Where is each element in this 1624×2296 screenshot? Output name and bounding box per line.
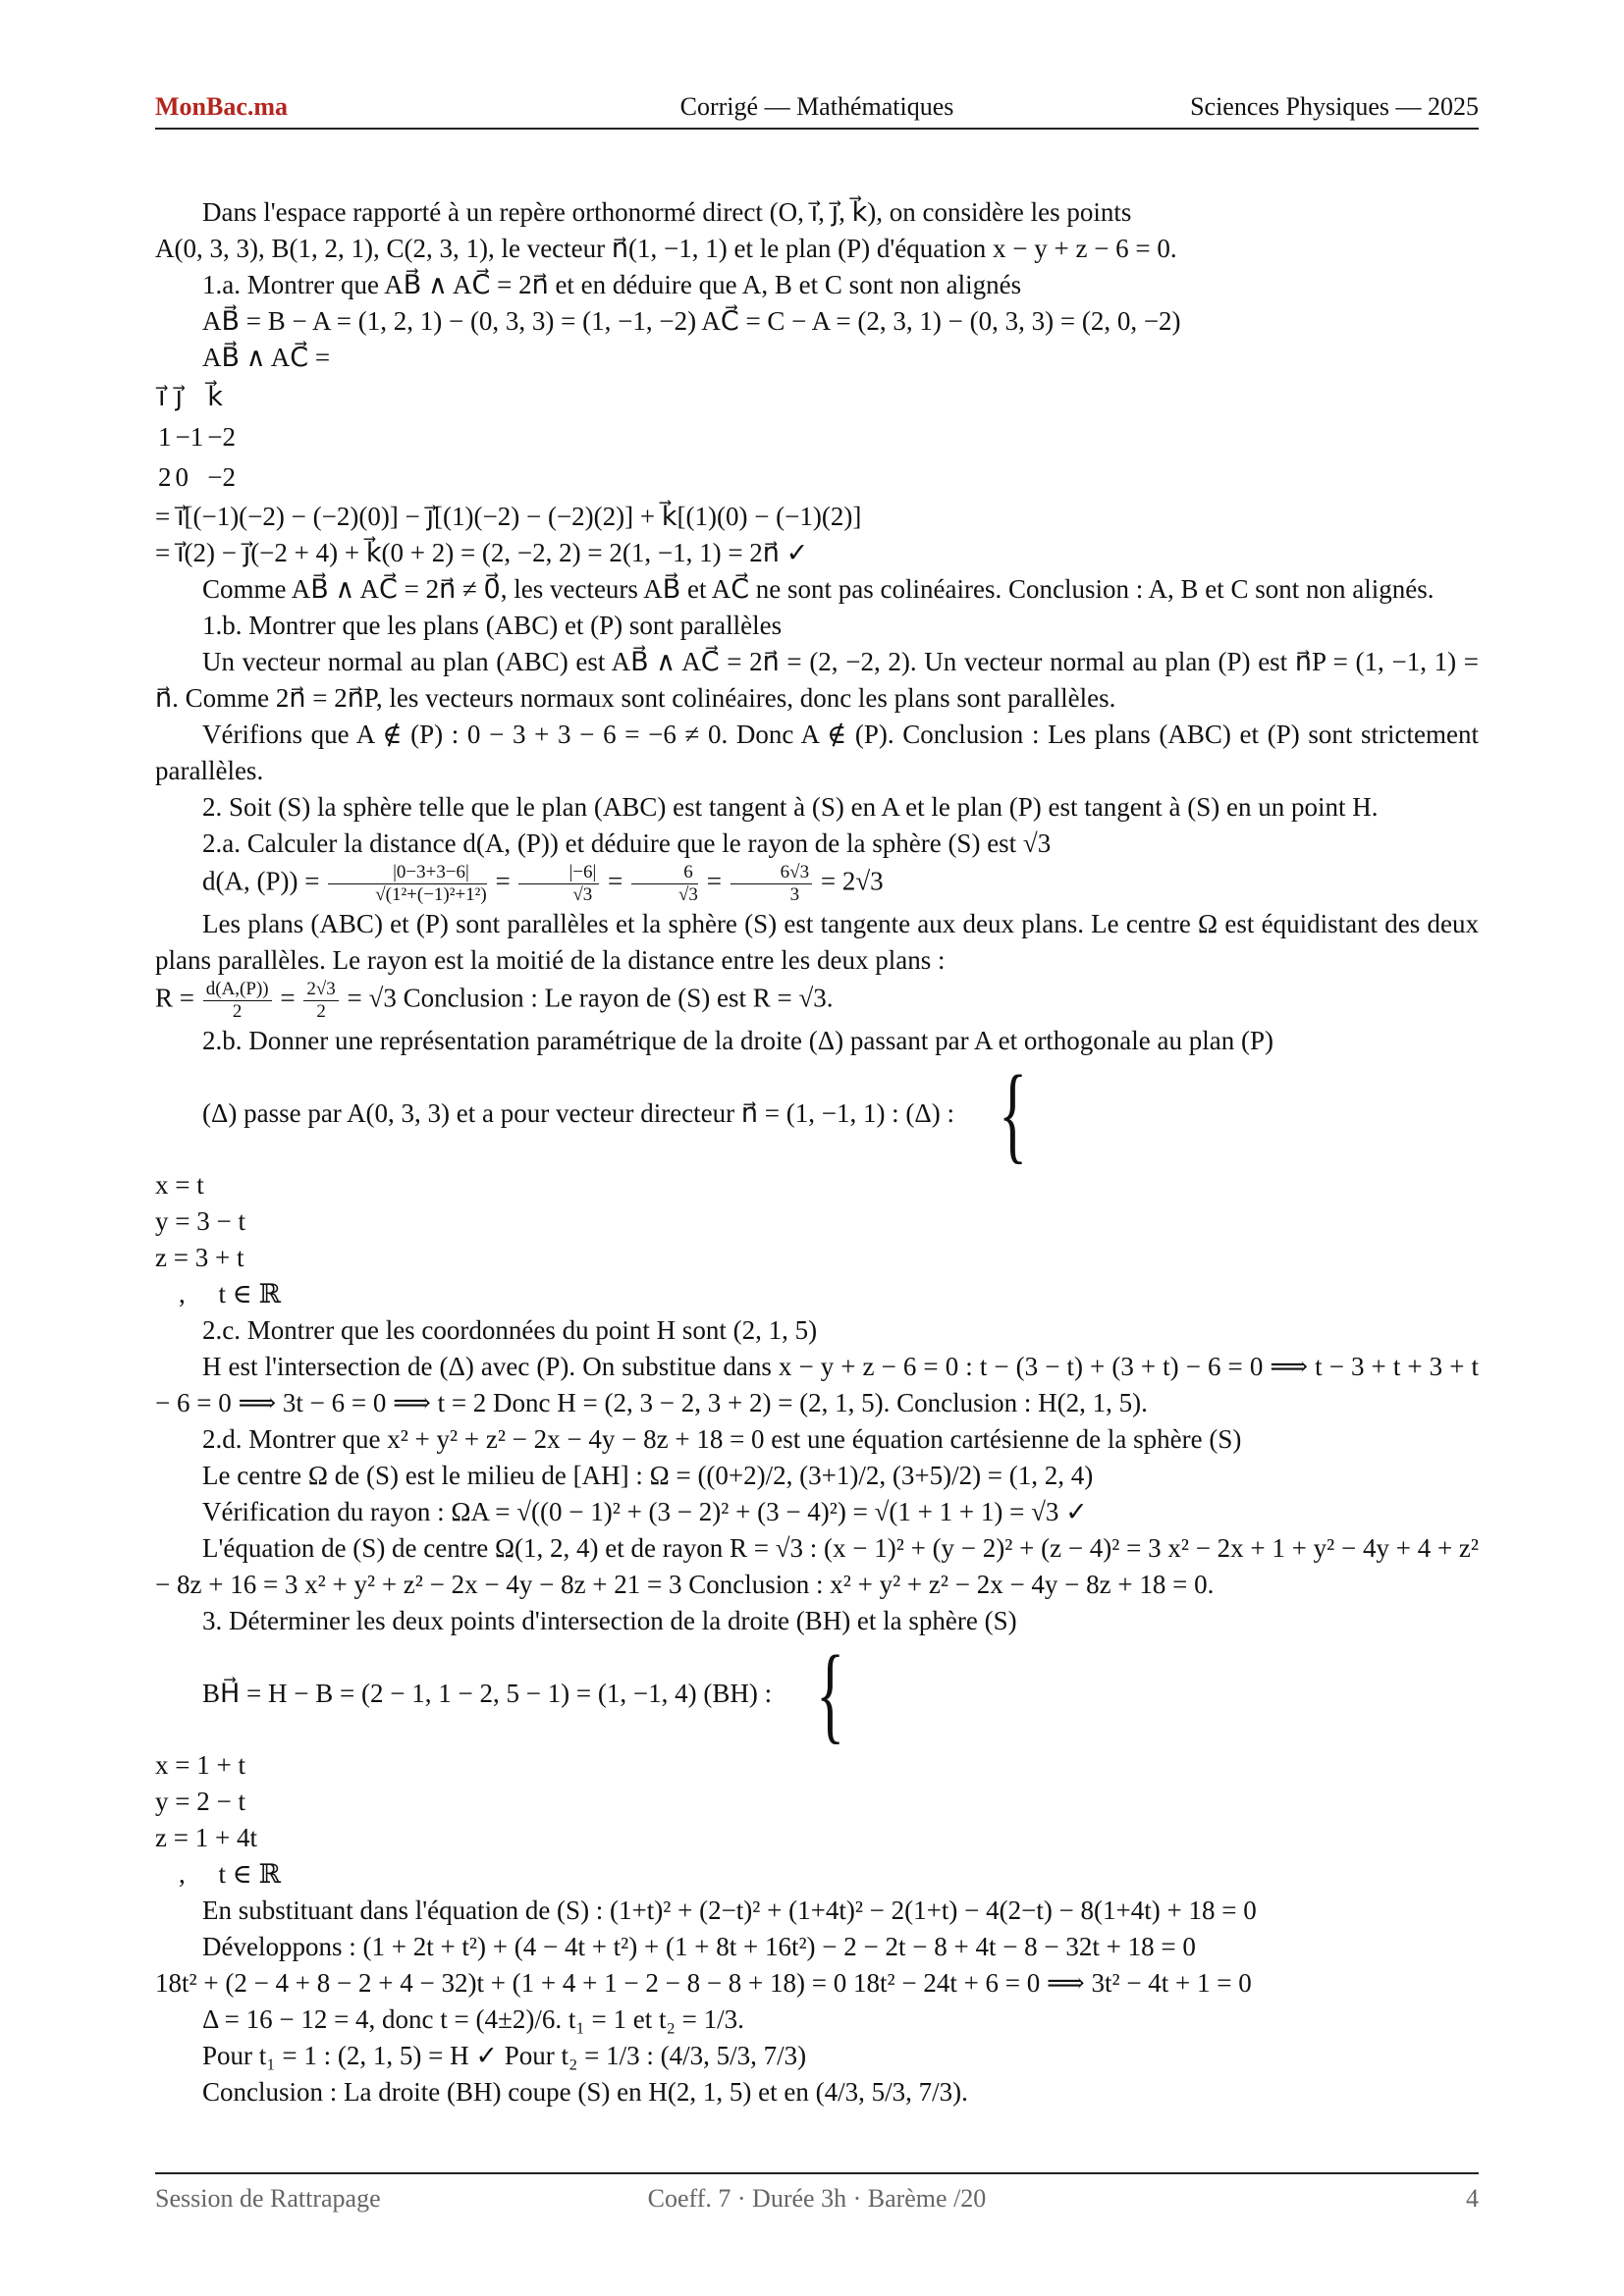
q1a-conclusion: Comme AB⃗ ∧ AC⃗ = 2n⃗ ≠ 0⃗, les vecteurs AB⃗ et AC⃗ ne sont pas colinéaires. Conclusion : A, B et C sont non alignés.: [202, 574, 1435, 604]
radius-lhs: R =: [155, 983, 194, 1013]
fraction-denominator: 3: [789, 884, 800, 905]
det-cell: 1: [158, 422, 172, 452]
fraction: [631, 862, 698, 906]
footer-session: Session de Rattrapage: [155, 2184, 381, 2213]
radius-formula: R = $\frac{d(A,(P))}{2}$ = $\frac{2√3}{2}$ = √3 Conclusion : Le rayon de (S) est R = √3.: [155, 979, 834, 1022]
q1b-text: Un vecteur normal au plan (ABC) est AB⃗ ∧ AC⃗ = 2n⃗ = (2, −2, 2). Un vecteur normal au plan (P) est n⃗P = (1, −1, 1) = n⃗. Comme 2n⃗ = 2n⃗P, les vecteurs normaux sont colinéaires, donc les plans sont parallèles.: [155, 647, 1479, 713]
fraction-numerator: |0−3+3−6|: [328, 862, 486, 884]
fraction-denominator: √3: [678, 884, 698, 905]
fraction: [518, 862, 599, 906]
distance-formula: d(A, (P)) = $\frac{|0-3+3-6|}{\text{√(1²+(−1)²+1²)}}$ = $\frac{|-6|}{√3}$ = $\frac{6}{√3}$ = $\frac{6√3}{3}$ = 2√3: [202, 862, 884, 905]
q1a-vectors: AB⃗ = B − A = (1, 2, 1) − (0, 3, 3) = (1, −1, −2) AC⃗ = C − A = (2, 3, 1) − (0, 3, 3) = (2, 0, −2): [202, 306, 1181, 336]
q3-substitution: En substituant dans l'équation de (S) : (1+t)² + (2−t)² + (1+4t)² − 2(1+t) − 4(2−t) − 8(1+4t) + 18 = 0: [202, 1896, 1257, 1925]
intro-line-1: Dans l'espace rapporté à un repère orthonormé direct (O, i⃗, j⃗, k⃗), on considère les points: [202, 197, 1132, 227]
page-header: [155, 90, 1479, 130]
parameter-domain: , t ∈ ℝ: [179, 1859, 281, 1889]
page-footer: [155, 2172, 1479, 2223]
q3-conclusion: Conclusion : La droite (BH) coupe (S) en H(2, 1, 5) et en (4/3, 5/3, 7/3).: [202, 2077, 968, 2107]
q3-delta: Δ = 16 − 12 = 4, donc t = (4±2)/6. t₁ = 1 et t₂ = 1/3.: [202, 2004, 744, 2034]
det-cell: j⃗: [175, 382, 184, 411]
fraction-numerator: d(A,(P)): [203, 979, 272, 1001]
cross-result: = i⃗(2) − j⃗(−2 + 4) + k⃗(0 + 2) = (2, −2, 2) = 2(1, −1, 1) = 2n⃗ ✓: [155, 538, 809, 567]
q2d-text: L'équation de (S) de centre Ω(1, 2, 4) et de rayon R = √3 : (x − 1)² + (y − 2)² + (z − 4)² = 3 x² − 2x + 1 + y² − 4y + 4 + z² − 8z + 16 = 3 x² + y² + z² − 2x − 4y − 8z + 21 = 3 Conclusion : x² + y² + z² − 2x − 4y − 8z + 18 = 0.: [155, 1533, 1479, 1599]
fraction-numerator: 6√3: [731, 862, 812, 884]
fraction: [203, 979, 272, 1023]
line-delta-equation: [155, 1053, 1479, 1173]
bh-lhs: BH⃗ = H − B = (2 − 1, 1 − 2, 5 − 1) = (1, −1, 4) (BH) :: [202, 1678, 773, 1708]
q2c-text: H est l'intersection de (Δ) avec (P). On substitue dans x − y + z − 6 = 0 : t − (3 − t) + (3 + t) − 6 = 0 ⟹ t − 3 + t + 3 + t − 6 = 0 ⟹ 3t − 6 = 0 ⟹ t = 2 Donc H = (2, 3 − 2, 3 + 2) = (2, 1, 5). Conclusion : H(2, 1, 5).: [155, 1352, 1479, 1417]
fraction-numerator: 6: [631, 862, 698, 884]
system-row: y = 3 − t: [155, 1206, 245, 1236]
delta-lhs: (Δ) passe par A(0, 3, 3) et a pour vecteur directeur n⃗ = (1, −1, 1) : (Δ) :: [202, 1097, 955, 1128]
det-cell: k⃗: [207, 382, 223, 411]
fraction: [731, 862, 812, 906]
header-title: Corrigé — Mathématiques: [679, 92, 954, 121]
fraction-denominator: √(1²+(−1)²+1²): [375, 884, 487, 905]
parametric-system: [954, 1053, 1046, 1173]
parametric-system: [772, 1633, 863, 1753]
document-body: [155, 194, 1479, 2110]
system-row: x = t: [155, 1170, 204, 1200]
q1b-verification: Vérifions que A ∉ (P) : 0 − 3 + 3 − 6 = −6 ≠ 0. Donc A ∉ (P). Conclusion : Les plans (ABC) et (P) sont strictement parallèles.: [155, 720, 1479, 785]
question-1b: 1.b. Montrer que les plans (ABC) et (P) sont parallèles: [202, 611, 783, 640]
det-cell: 2: [158, 462, 172, 492]
fraction-numerator: 2√3: [303, 979, 338, 1001]
system-row: z = 3 + t: [155, 1243, 244, 1272]
fraction-numerator: |−6|: [518, 862, 599, 884]
question-2: 2. Soit (S) la sphère telle que le plan (ABC) est tangent à (S) en A et le plan (P) est tangent à (S) en un point H.: [202, 792, 1379, 822]
det-cell: 0: [175, 462, 189, 492]
fraction-denominator: 2: [232, 1001, 243, 1022]
footer-info: Coeff. 7 · Durée 3h · Barème /20: [647, 2184, 987, 2213]
system-row: z = 1 + 4t: [155, 1823, 257, 1852]
system-row: x = 1 + t: [155, 1750, 245, 1780]
q2d-radius: Vérification du rayon : ΩA = √((0 − 1)² + (3 − 2)² + (3 − 4)²) = √(1 + 1 + 1) = √3 ✓: [202, 1497, 1088, 1526]
system-row: y = 2 − t: [155, 1787, 245, 1816]
q3-development: Développons : (1 + 2t + t²) + (4 − 4t + t²) + (1 + 8t + 16t²) − 2 − 2t − 8 + 4t − 8 − 32t + 18 = 0: [202, 1932, 1196, 1961]
question-2d: 2.d. Montrer que x² + y² + z² − 2x − 4y − 8z + 18 = 0 est une équation cartésienne de la sphère (S): [202, 1424, 1242, 1454]
det-cell: i⃗: [158, 382, 166, 411]
header-subject: Sciences Physiques — 2025: [1190, 92, 1479, 121]
question-3: 3. Déterminer les deux points d'intersection de la droite (BH) et la sphère (S): [202, 1606, 1017, 1635]
det-cell: −2: [207, 462, 236, 492]
q3-development-2: 18t² + (2 − 4 + 8 − 2 + 4 − 32)t + (1 + 4 + 1 − 2 − 8 − 8 + 18) = 0 18t² − 24t + 6 = 0 ⟹ 3t² − 4t + 1 = 0: [155, 1968, 1252, 1998]
cross-lhs: AB⃗ ∧ AC⃗ =: [202, 343, 331, 372]
q3-points: Pour t₁ = 1 : (2, 1, 5) = H ✓ Pour t₂ = 1/3 : (4/3, 5/3, 7/3): [202, 2041, 807, 2070]
question-2b: 2.b. Donner une représentation paramétrique de la droite (Δ) passant par A et orthogonale au plan (P): [202, 1026, 1273, 1055]
cross-expansion: = i⃗[(−1)(−2) − (−2)(0)] − j⃗[(1)(−2) − (−2)(2)] + k⃗[(1)(0) − (−1)(2)]: [155, 502, 862, 531]
det-cell: −1: [175, 422, 204, 452]
distance-lhs: d(A, (P)) =: [202, 866, 320, 896]
brace-icon: {: [816, 1633, 845, 1753]
question-1a: 1.a. Montrer que AB⃗ ∧ AC⃗ = 2n⃗ et en déduire que A, B et C sont non alignés: [202, 270, 1022, 299]
question-2c: 2.c. Montrer que les coordonnées du point H sont (2, 1, 5): [202, 1315, 818, 1345]
det-cell: −2: [207, 422, 236, 452]
fraction-denominator: 2: [316, 1001, 326, 1022]
cross-product-line: [155, 340, 1479, 376]
q2d-center: Le centre Ω de (S) est le milieu de [AH] : Ω = ((0+2)/2, (3+1)/2, (3+5)/2) = (1, 2, 4): [202, 1461, 1094, 1490]
brand-logo[interactable]: MonBac.ma: [155, 92, 289, 121]
q2a-text: Les plans (ABC) et (P) sont parallèles et la sphère (S) est tangente aux deux plans. Le centre Ω est équidistant des deux plans parallèles. Le rayon est la moitié de la distance entre les deux plans :: [155, 909, 1479, 975]
question-2a: 2.a. Calculer la distance d(A, (P)) et déduire que le rayon de la sphère (S) est √3: [202, 828, 1052, 858]
line-bh-equation: [155, 1633, 1479, 1753]
intro-line-2: A(0, 3, 3), B(1, 2, 1), C(2, 3, 1), le vecteur n⃗(1, −1, 1) et le plan (P) d'équation x − y + z − 6 = 0.: [155, 234, 1177, 263]
fraction: [303, 979, 338, 1023]
distance-result: = 2√3: [820, 866, 884, 896]
fraction: [328, 862, 486, 906]
parameter-domain: , t ∈ ℝ: [179, 1279, 281, 1308]
radius-result: = √3 Conclusion : Le rayon de (S) est R = √3.: [347, 983, 834, 1013]
brace-icon: {: [999, 1053, 1028, 1173]
page-number: 4: [1466, 2184, 1479, 2213]
fraction-denominator: √3: [572, 884, 593, 905]
